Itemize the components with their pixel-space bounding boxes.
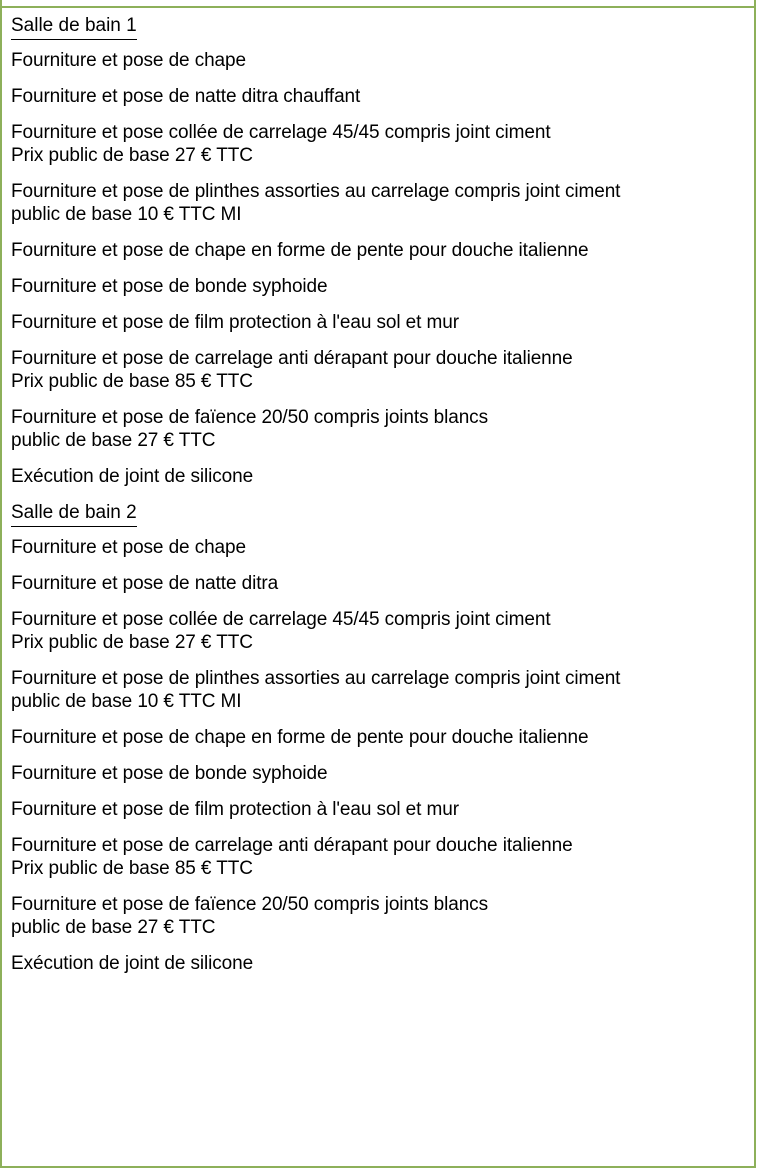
title-underline xyxy=(11,39,137,40)
item-line: Fourniture et pose de carrelage anti dérapant pour douche italienne xyxy=(11,835,573,856)
item-line: Fourniture et pose de bonde syphoide xyxy=(11,276,328,297)
list-item xyxy=(11,893,746,939)
item-line: Fourniture et pose de faïence 20/50 compris joints blancs xyxy=(11,894,488,915)
item-line: Fourniture et pose collée de carrelage 45/45 compris joint ciment xyxy=(11,122,551,143)
item-line: Fourniture et pose de film protection à l'eau sol et mur xyxy=(11,312,459,333)
list-item xyxy=(11,952,746,975)
item-price-line: public de base 10 € TTC MI xyxy=(11,204,242,225)
list-item xyxy=(11,85,746,108)
item-line: Fourniture et pose de plinthes assorties au carrelage compris joint ciment xyxy=(11,668,621,689)
list-item xyxy=(11,726,746,749)
list-item xyxy=(11,275,746,298)
list-item xyxy=(11,762,746,785)
top-tick-marks xyxy=(0,0,756,6)
item-line: Fourniture et pose de natte ditra chauffant xyxy=(11,86,361,107)
list-item xyxy=(11,798,746,821)
list-item xyxy=(11,572,746,595)
item-price-line: Prix public de base 27 € TTC xyxy=(11,632,253,653)
list-item xyxy=(11,180,746,226)
item-price-line: Prix public de base 85 € TTC xyxy=(11,858,253,879)
item-line: Fourniture et pose de carrelage anti dérapant pour douche italienne xyxy=(11,348,573,369)
section-salle-de-bain-2 xyxy=(11,501,746,975)
item-line: Fourniture et pose de chape en forme de pente pour douche italienne xyxy=(11,727,589,748)
item-line: Fourniture et pose de chape xyxy=(11,50,246,71)
item-line: Fourniture et pose de faïence 20/50 compris joints blancs xyxy=(11,407,488,428)
list-item xyxy=(11,239,746,262)
quote-content xyxy=(11,14,746,975)
list-item xyxy=(11,608,746,654)
list-item xyxy=(11,834,746,880)
section-title: Salle de bain 1 xyxy=(11,14,137,38)
item-line: Exécution de joint de silicone xyxy=(11,466,254,487)
list-item xyxy=(11,536,746,559)
section-title: Salle de bain 2 xyxy=(11,501,137,525)
item-line: Exécution de joint de silicone xyxy=(11,953,254,974)
list-item xyxy=(11,347,746,393)
list-item xyxy=(11,311,746,334)
list-item xyxy=(11,465,746,488)
list-item xyxy=(11,49,746,72)
item-price-line: public de base 27 € TTC xyxy=(11,917,216,938)
item-line: Fourniture et pose de plinthes assorties au carrelage compris joint ciment xyxy=(11,181,621,202)
top-border xyxy=(0,6,756,8)
item-line: Fourniture et pose de bonde syphoide xyxy=(11,763,328,784)
item-line: Fourniture et pose de chape xyxy=(11,537,246,558)
item-price-line: public de base 10 € TTC MI xyxy=(11,691,242,712)
item-line: Fourniture et pose collée de carrelage 45/45 compris joint ciment xyxy=(11,609,551,630)
list-item xyxy=(11,406,746,452)
title-underline xyxy=(11,526,137,527)
item-line: Fourniture et pose de chape en forme de pente pour douche italienne xyxy=(11,240,589,261)
section-salle-de-bain-1 xyxy=(11,14,746,501)
item-price-line: public de base 27 € TTC xyxy=(11,430,216,451)
item-price-line: Prix public de base 85 € TTC xyxy=(11,371,253,392)
list-item xyxy=(11,667,746,713)
item-price-line: Prix public de base 27 € TTC xyxy=(11,145,253,166)
list-item xyxy=(11,121,746,167)
item-line: Fourniture et pose de film protection à l'eau sol et mur xyxy=(11,799,459,820)
item-line: Fourniture et pose de natte ditra xyxy=(11,573,279,594)
